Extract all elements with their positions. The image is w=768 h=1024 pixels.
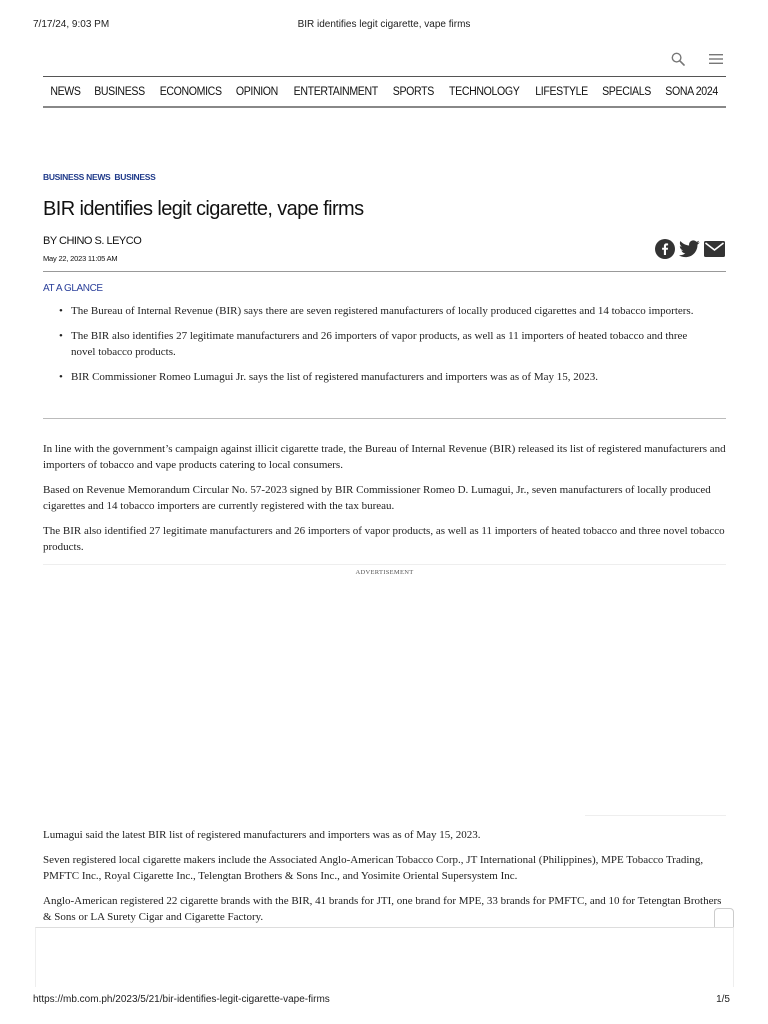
article-date: May 22, 2023 11:05 AM [43, 254, 118, 263]
advertisement-label: ADVERTISEMENT [355, 569, 414, 576]
article-byline[interactable]: BY CHINO S. LEYCO [43, 235, 142, 247]
print-header [33, 19, 735, 33]
share-buttons [654, 238, 725, 259]
category-links [43, 172, 155, 182]
nav-item-sports[interactable]: SPORTS [393, 85, 435, 98]
body-paragraph: Lumagui said the latest BIR list of registered manufacturers and importers was as of May 15, 2023. [43, 829, 481, 841]
search-icon[interactable] [670, 51, 686, 67]
glance-item: • The Bureau of Internal Revenue (BIR) says there are seven registered manufacturers of locally produced cigarettes and 14 tobacco importers. [57, 303, 707, 319]
category-link-business-news[interactable]: BUSINESS NEWS [43, 172, 111, 182]
nav-item-sona-2024[interactable]: SONA 2024 [665, 85, 718, 98]
nav-item-business[interactable]: BUSINESS [94, 85, 145, 98]
nav-item-economics[interactable]: ECONOMICS [159, 85, 222, 98]
print-page-number: 1/5 [716, 994, 730, 1005]
body-paragraph: In line with the government’s campaign against illicit cigarette trade, the Bureau of Internal Revenue (BIR) released its list of registered manufacturers and importers of tobacco and vape products catering to local consumers. [43, 443, 726, 471]
twitter-icon[interactable] [679, 238, 700, 259]
nav-item-specials[interactable]: SPECIALS [601, 85, 651, 98]
category-link-business[interactable]: BUSINESS [114, 172, 156, 182]
nav-item-lifestyle[interactable]: LIFESTYLE [534, 85, 588, 98]
glance-list [57, 303, 707, 394]
facebook-icon[interactable] [654, 238, 675, 259]
article-title: BIR identifies legit cigarette, vape firms [43, 198, 364, 220]
nav-item-opinion[interactable]: OPINION [236, 85, 279, 98]
top-icons [670, 50, 724, 68]
print-footer [33, 994, 735, 1008]
body-paragraph: The BIR also identified 27 legitimate manufacturers and 26 importers of vapor products, as well as 11 importers of heated tobacco and three novel tobacco products. [43, 525, 725, 553]
glance-item: • BIR Commissioner Romeo Lumagui Jr. says the list of registered manufacturers and importers was as of May 15, 2023. [57, 369, 707, 385]
overlay-toggle[interactable] [714, 908, 734, 928]
divider [43, 564, 726, 565]
menu-icon[interactable] [708, 51, 724, 67]
article-body-continued [43, 827, 731, 934]
divider [43, 271, 726, 272]
print-datetime: 7/17/24, 9:03 PM [33, 19, 110, 30]
divider [585, 815, 726, 816]
email-icon[interactable] [704, 238, 725, 259]
sticky-ad-overlay [35, 927, 734, 987]
body-paragraph: Anglo-American registered 22 cigarette brands with the BIR, 41 brands for JTI, one brand for MPE, 33 brands for PMFTC, and 10 for Tetengtan Brothers & Sons or LA Surety Cigar and Cigarette Factory. [43, 895, 722, 923]
body-paragraph: Seven registered local cigarette makers include the Associated Anglo-American Tobacco Corp., JT International (Philippines), MPE Tobacco Trading, PMFTC Inc., Royal Cigarette Inc., Telengtan Brothers & Sons Inc., and Yosimite Oriental Supersystem Inc. [43, 854, 704, 882]
print-url: https://mb.com.ph/2023/5/21/bir-identifies-legit-cigarette-vape-firms [33, 994, 330, 1005]
glance-heading: AT A GLANCE [43, 283, 103, 294]
nav-item-technology[interactable]: TECHNOLOGY [449, 85, 520, 98]
glance-item: • The BIR also identifies 27 legitimate manufacturers and 26 importers of vapor products, as well as 11 importers of heated tobacco and three novel tobacco products. [57, 328, 707, 360]
print-doc-title: BIR identifies legit cigarette, vape firms [297, 19, 471, 30]
nav-item-news[interactable]: NEWS [50, 85, 81, 98]
article-body [43, 441, 731, 564]
nav-item-entertainment[interactable]: ENTERTAINMENT [293, 85, 378, 98]
body-paragraph: Based on Revenue Memorandum Circular No. 57-2023 signed by BIR Commissioner Romeo D. Lumagui, Jr., seven manufacturers of locally produced cigarettes and 14 tobacco importers are currently registered with the tax bureau. [43, 484, 711, 512]
main-nav [43, 76, 726, 108]
divider [43, 418, 726, 419]
